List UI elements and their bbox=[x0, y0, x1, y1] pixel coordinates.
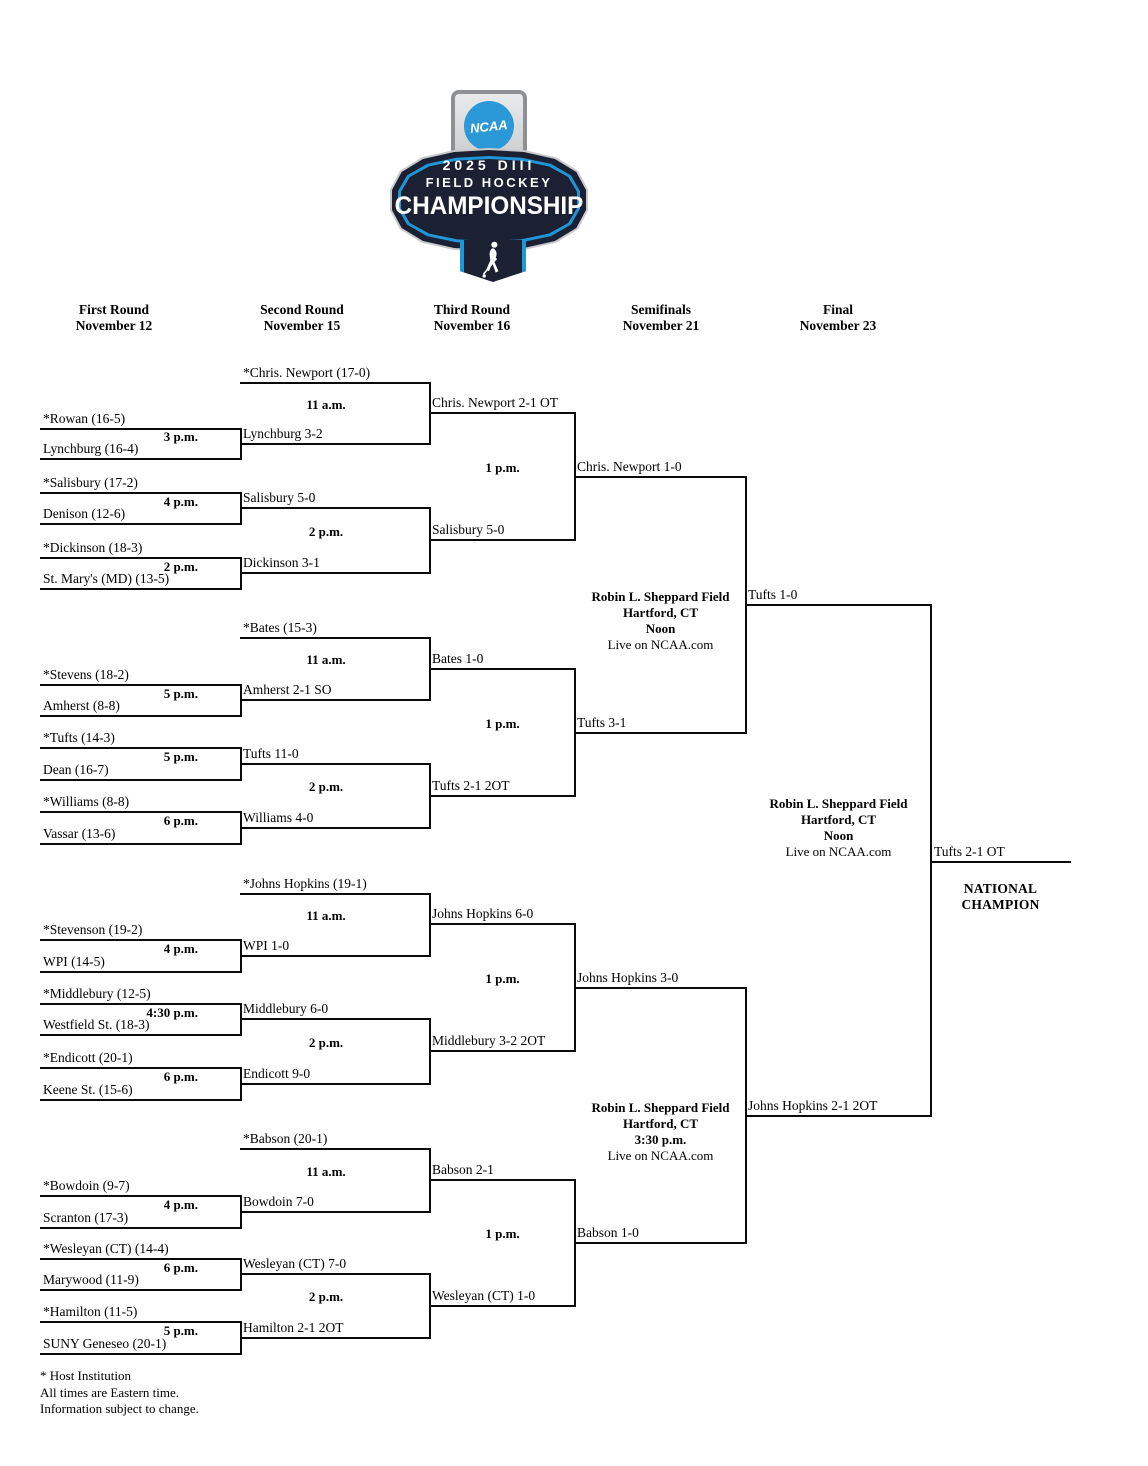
bracket-line bbox=[240, 382, 431, 384]
team-label: Dean (16-7) bbox=[43, 762, 109, 777]
venue-time: 3:30 p.m. bbox=[634, 1132, 687, 1147]
round-header-name: Final bbox=[822, 302, 853, 317]
champion-team-label: Tufts 2-1 OT bbox=[934, 844, 1005, 859]
game-time: 11 a.m. bbox=[306, 1164, 346, 1179]
footnote-host: * Host Institution bbox=[40, 1368, 132, 1383]
venue-field-name: Robin L. Sheppard Field bbox=[591, 589, 730, 604]
team-label: Salisbury 5-0 bbox=[432, 522, 505, 537]
game-time: 6 p.m. bbox=[163, 813, 198, 828]
bracket-line bbox=[40, 1353, 242, 1355]
team-label: *Johns Hopkins (19-1) bbox=[243, 876, 367, 891]
team-label: Keene St. (15-6) bbox=[43, 1082, 133, 1097]
game-time: 5 p.m. bbox=[163, 749, 198, 764]
bracket-line bbox=[429, 1305, 576, 1307]
team-label: *Rowan (16-5) bbox=[43, 411, 126, 426]
team-label: *Stevens (18-2) bbox=[43, 667, 129, 682]
game-time: 4:30 p.m. bbox=[146, 1005, 198, 1020]
venue-broadcast: Live on NCAA.com bbox=[607, 637, 714, 652]
bracket-line bbox=[240, 637, 431, 639]
bracket-line bbox=[40, 1227, 242, 1229]
team-label: Lynchburg 3-2 bbox=[243, 426, 323, 441]
team-label: Tufts 1-0 bbox=[748, 587, 798, 602]
bracket-line bbox=[429, 1050, 576, 1052]
game-time: 2 p.m. bbox=[308, 1035, 344, 1050]
bracket-line bbox=[574, 476, 747, 478]
team-label: Chris. Newport 2-1 OT bbox=[432, 395, 558, 410]
team-label: WPI 1-0 bbox=[243, 938, 290, 953]
team-label: *Bowdoin (9-7) bbox=[43, 1178, 130, 1193]
venue-time: Noon bbox=[823, 828, 854, 843]
team-label: Scranton (17-3) bbox=[43, 1210, 129, 1225]
ncaa-logo-text: NCAA bbox=[469, 116, 509, 136]
bracket-line bbox=[745, 604, 932, 606]
round-header-1 bbox=[34, 302, 194, 333]
team-label: *Hamilton (11-5) bbox=[43, 1304, 138, 1319]
bracket-line bbox=[429, 539, 576, 541]
bracket-line bbox=[40, 458, 242, 460]
bracket-line bbox=[429, 412, 576, 414]
national-champion-line1: NATIONAL bbox=[963, 881, 1038, 896]
national-champion-title bbox=[930, 881, 1071, 913]
bracket-line bbox=[40, 779, 242, 781]
team-label: SUNY Geneseo (20-1) bbox=[43, 1336, 167, 1351]
bracket-line bbox=[40, 523, 242, 525]
bracket-connector bbox=[429, 893, 431, 957]
team-label: Westfield St. (18-3) bbox=[43, 1017, 150, 1032]
bracket-line bbox=[745, 1115, 932, 1117]
game-time: 2 p.m. bbox=[308, 524, 344, 539]
round-header-name: Second Round bbox=[260, 302, 344, 317]
bracket-line bbox=[429, 1179, 576, 1181]
venue-city: Hartford, CT bbox=[800, 812, 877, 827]
game-time: 4 p.m. bbox=[163, 494, 198, 509]
game-time: 2 p.m. bbox=[308, 779, 344, 794]
team-label: *Dickinson (18-3) bbox=[43, 540, 143, 555]
game-time: 5 p.m. bbox=[163, 1323, 198, 1338]
team-label: Johns Hopkins 6-0 bbox=[432, 906, 534, 921]
venue-field-name: Robin L. Sheppard Field bbox=[769, 796, 908, 811]
round-header-name: Semifinals bbox=[630, 302, 691, 317]
game-time: 1 p.m. bbox=[485, 971, 520, 986]
bracket-line bbox=[240, 699, 431, 701]
game-time: 11 a.m. bbox=[306, 397, 346, 412]
team-label: *Stevenson (19-2) bbox=[43, 922, 143, 937]
team-label: *Babson (20-1) bbox=[243, 1131, 328, 1146]
game-time: 4 p.m. bbox=[163, 941, 198, 956]
logo-sport: FIELD HOCKEY bbox=[425, 175, 553, 190]
round-header-name: Third Round bbox=[433, 302, 511, 317]
team-label: Babson 1-0 bbox=[577, 1225, 639, 1240]
team-label: *Williams (8-8) bbox=[43, 794, 130, 809]
bracket-line bbox=[240, 1148, 431, 1150]
logo-text bbox=[390, 148, 588, 221]
team-label: Denison (12-6) bbox=[43, 506, 126, 521]
team-label: *Salisbury (17-2) bbox=[43, 475, 138, 490]
team-label: Hamilton 2-1 2OT bbox=[243, 1320, 344, 1335]
venue-field-name: Robin L. Sheppard Field bbox=[591, 1100, 730, 1115]
venue-city: Hartford, CT bbox=[622, 605, 699, 620]
round-header-name: First Round bbox=[78, 302, 150, 317]
bracket-line bbox=[240, 572, 431, 574]
round-header-date: November 16 bbox=[433, 317, 511, 333]
logo-event: CHAMPIONSHIP bbox=[394, 192, 584, 220]
round-header-date: November 21 bbox=[622, 317, 700, 333]
round-header-3 bbox=[392, 302, 552, 333]
team-label: Vassar (13-6) bbox=[43, 826, 116, 841]
bracket-line bbox=[40, 588, 242, 590]
team-label: *Tufts (14-3) bbox=[43, 730, 115, 745]
team-label: WPI (14-5) bbox=[43, 954, 105, 969]
team-label: Tufts 11-0 bbox=[243, 746, 299, 761]
bracket-line bbox=[240, 1211, 431, 1213]
venue-time: Noon bbox=[645, 621, 676, 636]
game-time: 4 p.m. bbox=[163, 1197, 198, 1212]
game-time: 2 p.m. bbox=[163, 559, 198, 574]
logo-year-division: 2025 DIII bbox=[442, 157, 536, 173]
venue-broadcast: Live on NCAA.com bbox=[607, 1148, 714, 1163]
round-header-date: November 15 bbox=[263, 317, 341, 333]
national-champion-line2: CHAMPION bbox=[961, 897, 1040, 912]
game-time: 6 p.m. bbox=[163, 1069, 198, 1084]
bracket-line bbox=[240, 1337, 431, 1339]
team-label: *Middlebury (12-5) bbox=[43, 986, 151, 1001]
team-label: Babson 2-1 bbox=[432, 1162, 494, 1177]
team-label: Lynchburg (16-4) bbox=[43, 441, 139, 456]
team-label: Marywood (11-9) bbox=[43, 1272, 139, 1287]
semifinal-1-venue bbox=[574, 589, 747, 653]
team-label: Johns Hopkins 2-1 2OT bbox=[748, 1098, 878, 1113]
game-time: 3 p.m. bbox=[163, 429, 198, 444]
venue-broadcast: Live on NCAA.com bbox=[785, 844, 892, 859]
footnote-times: All times are Eastern time. bbox=[40, 1384, 179, 1400]
bracket-line bbox=[429, 668, 576, 670]
team-label: Williams 4-0 bbox=[243, 810, 314, 825]
bracket-line bbox=[240, 443, 431, 445]
bracket-line bbox=[40, 971, 242, 973]
team-label: Tufts 2-1 2OT bbox=[432, 778, 510, 793]
bracket-line bbox=[240, 955, 431, 957]
game-time: 1 p.m. bbox=[485, 460, 520, 475]
game-time: 2 p.m. bbox=[308, 1289, 344, 1304]
venue-city: Hartford, CT bbox=[622, 1116, 699, 1131]
team-label: Salisbury 5-0 bbox=[243, 490, 316, 505]
round-header-date: November 12 bbox=[75, 317, 153, 333]
team-label: *Wesleyan (CT) (14-4) bbox=[43, 1241, 169, 1256]
game-time: 11 a.m. bbox=[306, 652, 346, 667]
bracket-line bbox=[40, 715, 242, 717]
footnote-change: Information subject to change. bbox=[40, 1401, 199, 1416]
team-label: Chris. Newport 1-0 bbox=[577, 459, 682, 474]
team-label: Amherst 2-1 SO bbox=[243, 682, 332, 697]
team-label: *Chris. Newport (17-0) bbox=[243, 365, 371, 380]
ncaa-blue-disc bbox=[464, 101, 514, 151]
footnotes bbox=[40, 1368, 199, 1418]
team-label: Endicott 9-0 bbox=[243, 1066, 311, 1081]
game-time: 6 p.m. bbox=[163, 1260, 198, 1275]
bracket-line bbox=[240, 763, 431, 765]
bracket-line bbox=[240, 507, 431, 509]
team-label: Middlebury 6-0 bbox=[243, 1001, 329, 1016]
bracket-line bbox=[240, 1083, 431, 1085]
bracket-line bbox=[40, 1099, 242, 1101]
team-label: Wesleyan (CT) 7-0 bbox=[243, 1256, 347, 1271]
bracket-line bbox=[429, 923, 576, 925]
team-label: *Endicott (20-1) bbox=[43, 1050, 133, 1065]
team-label: Bates 1-0 bbox=[432, 651, 484, 666]
team-label: Middlebury 3-2 2OT bbox=[432, 1033, 546, 1048]
bracket-line bbox=[40, 1034, 242, 1036]
team-label: Dickinson 3-1 bbox=[243, 555, 320, 570]
bracket-line bbox=[574, 732, 747, 734]
bracket-line bbox=[574, 987, 747, 989]
champion-line bbox=[930, 861, 1071, 863]
bracket-line bbox=[429, 795, 576, 797]
bracket-line bbox=[240, 1273, 431, 1275]
game-time: 1 p.m. bbox=[485, 716, 520, 731]
bracket-line bbox=[240, 1018, 431, 1020]
round-header-5 bbox=[758, 302, 918, 333]
bracket-line bbox=[40, 843, 242, 845]
round-header-4 bbox=[581, 302, 741, 333]
team-label: Wesleyan (CT) 1-0 bbox=[432, 1288, 536, 1303]
bracket-line bbox=[240, 827, 431, 829]
round-header-date: November 23 bbox=[799, 317, 877, 333]
logo-bottom-tab bbox=[460, 240, 526, 282]
team-label: Bowdoin 7-0 bbox=[243, 1194, 314, 1209]
final-venue bbox=[745, 796, 932, 860]
game-time: 5 p.m. bbox=[163, 686, 198, 701]
bracket-line bbox=[240, 893, 431, 895]
round-header-2 bbox=[222, 302, 382, 333]
field-hockey-player-icon bbox=[478, 240, 508, 278]
team-label: *Bates (15-3) bbox=[243, 620, 317, 635]
semifinal-2-venue bbox=[574, 1100, 747, 1164]
team-label: Amherst (8-8) bbox=[43, 698, 120, 713]
game-time: 1 p.m. bbox=[485, 1226, 520, 1241]
team-label: Johns Hopkins 3-0 bbox=[577, 970, 679, 985]
team-label: Tufts 3-1 bbox=[577, 715, 627, 730]
team-label: St. Mary's (MD) (13-5) bbox=[43, 571, 170, 586]
bracket-line bbox=[40, 1289, 242, 1291]
bracket-line bbox=[574, 1242, 747, 1244]
game-time: 11 a.m. bbox=[306, 908, 346, 923]
championship-logo bbox=[390, 90, 588, 282]
